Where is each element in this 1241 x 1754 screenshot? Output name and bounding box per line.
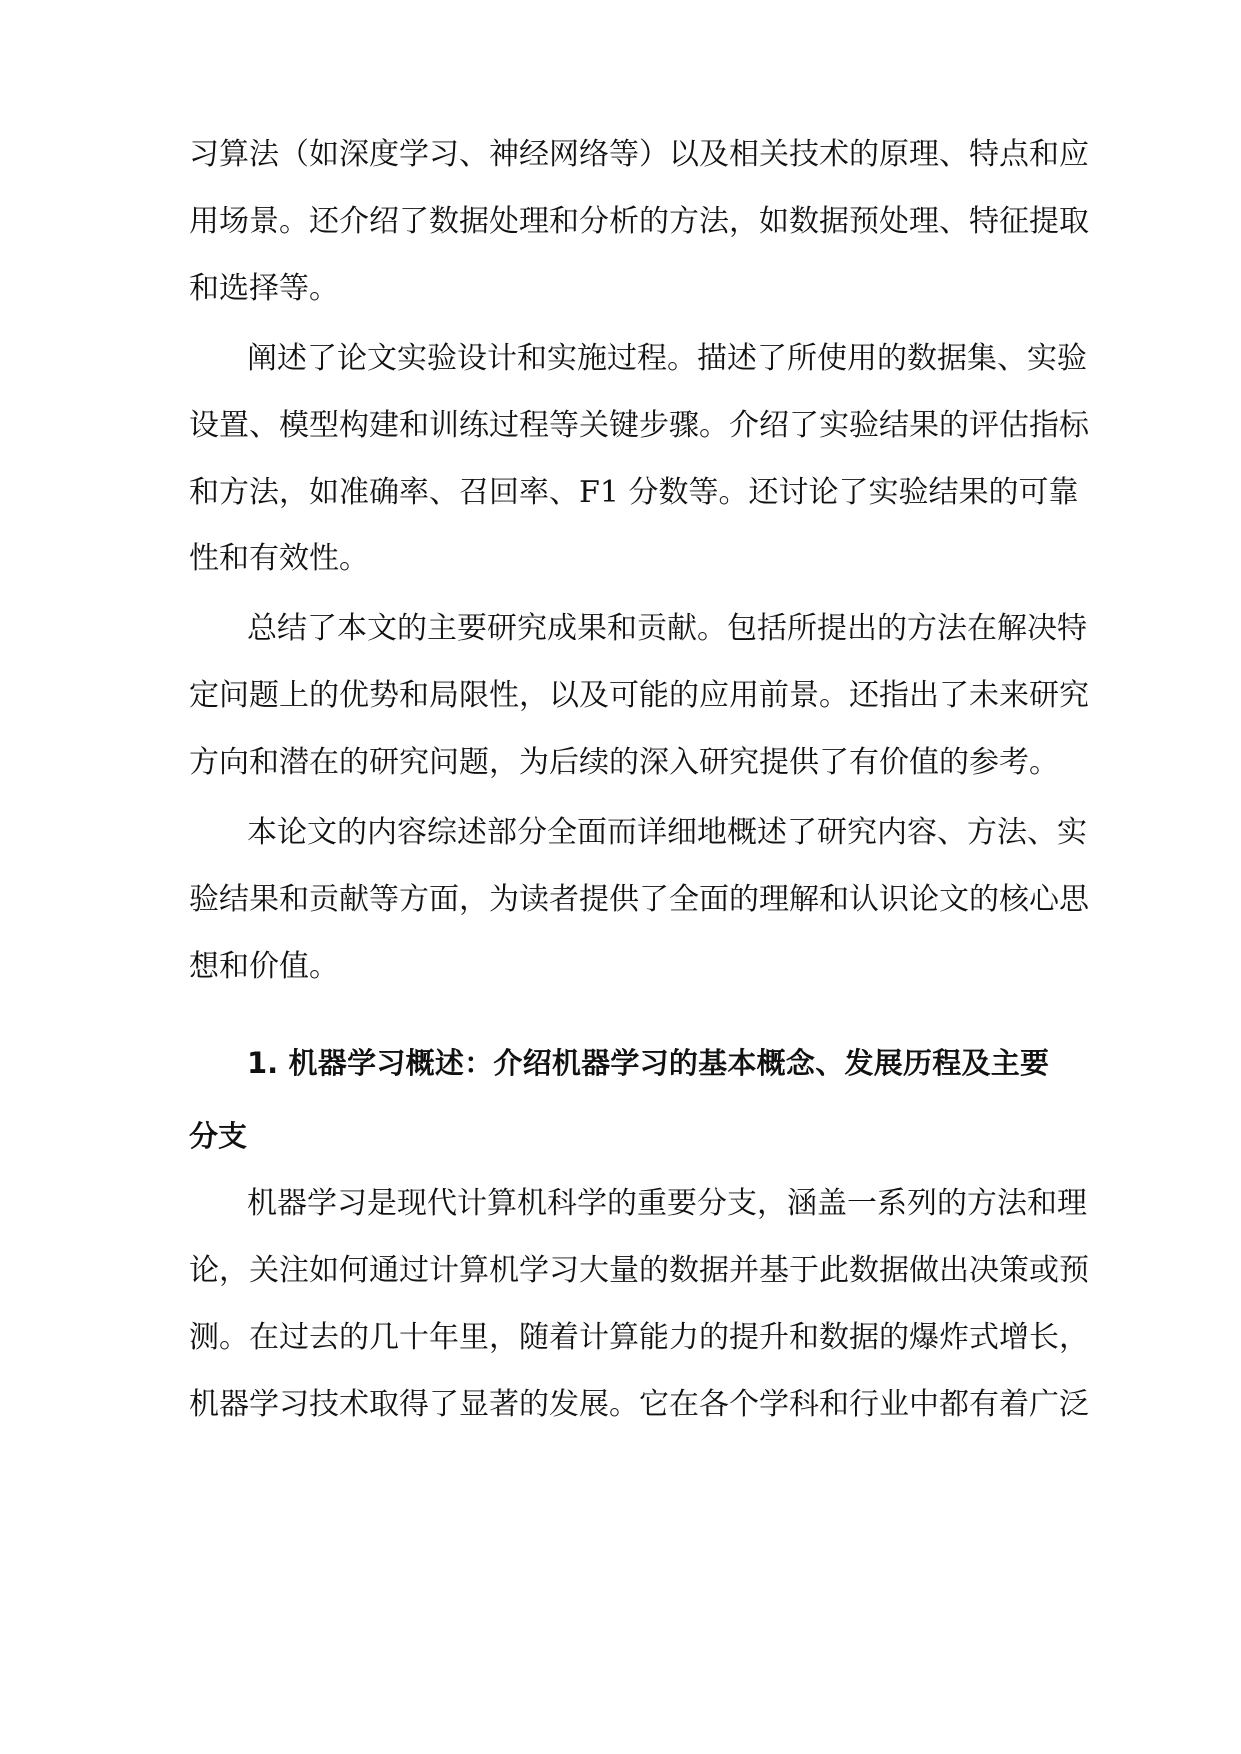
paragraph-line: 方向和潜在的研究问题，为后续的深入研究提供了有价值的参考。: [189, 745, 1059, 780]
paragraph-line: 机器学习技术取得了显著的发展。它在各个学科和行业中都有着广泛: [189, 1387, 1089, 1422]
paragraph-line: 总结了本文的主要研究成果和贡献。包括所提出的方法在解决特: [247, 611, 1087, 646]
paragraph-line: 定问题上的优势和局限性，以及可能的应用前景。还指出了未来研究: [189, 678, 1089, 713]
section-heading: 1. 机器学习概述：介绍机器学习的基本概念、发展历程及主要: [247, 1046, 1049, 1080]
paragraph-line: 用场景。还介绍了数据处理和分析的方法，如数据预处理、特征提取: [189, 204, 1089, 239]
paragraph-line: 验结果和贡献等方面，为读者提供了全面的理解和认识论文的核心思: [189, 882, 1089, 917]
paragraph-line: 和选择等。: [189, 271, 339, 306]
paragraph-line: 和方法，如准确率、召回率、F1 分数等。还讨论了实验结果的可靠: [189, 475, 1079, 510]
paragraph-line: 阐述了论文实验设计和实施过程。描述了所使用的数据集、实验: [247, 341, 1087, 376]
paragraph-line: 性和有效性。: [189, 541, 369, 576]
paragraph-line: 本论文的内容综述部分全面而详细地概述了研究内容、方法、实: [247, 815, 1087, 850]
section-heading: 分支: [189, 1119, 248, 1153]
paragraph-line: 设置、模型构建和训练过程等关键步骤。介绍了实验结果的评估指标: [189, 408, 1089, 443]
paragraph-line: 测。在过去的几十年里，随着计算能力的提升和数据的爆炸式增长，: [189, 1320, 1089, 1355]
paragraph-line: 想和价值。: [189, 949, 339, 984]
paragraph-line: 习算法（如深度学习、神经网络等）以及相关技术的原理、特点和应: [189, 137, 1089, 172]
paragraph-line: 机器学习是现代计算机科学的重要分支，涵盖一系列的方法和理: [247, 1186, 1087, 1221]
paragraph-line: 论，关注如何通过计算机学习大量的数据并基于此数据做出决策或预: [189, 1253, 1089, 1288]
